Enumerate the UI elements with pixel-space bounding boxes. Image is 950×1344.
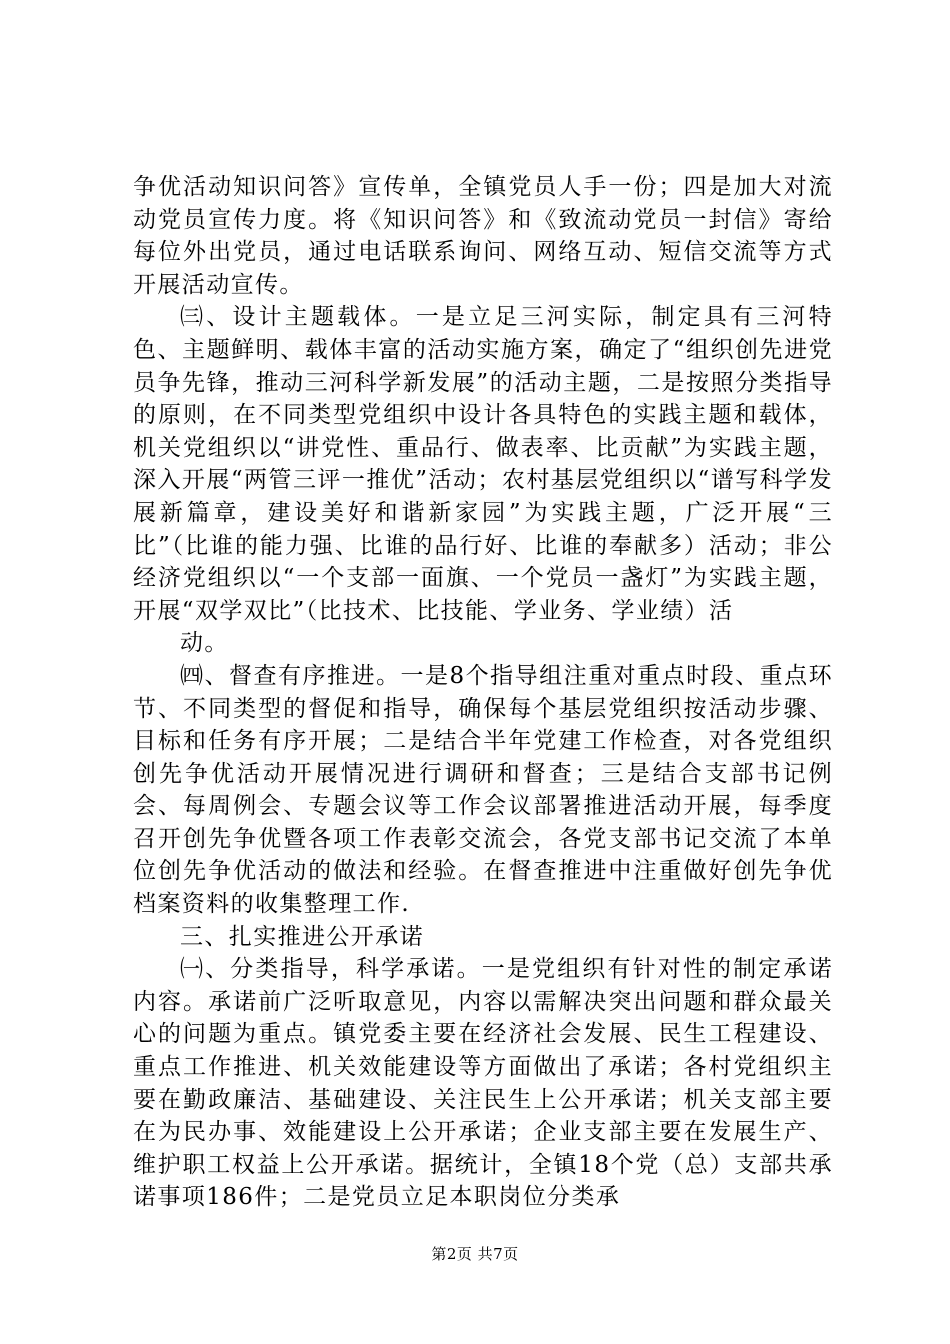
section-heading: 三、扎实推进公开承诺: [180, 923, 424, 950]
paragraph-3: 动。: [180, 630, 229, 657]
page-footer: 第2页 共7页: [431, 1245, 519, 1263]
document-body: [133, 171, 833, 1214]
paragraph-5: ㈠、分类指导，科学承诺。一是党组织有针对性的制定承诺内容。承诺前广泛听取意见，内容以需解决突出问题和群众最关心的问题为重点。镇党委主要在经济社会发展、民生工程建设、重点工作推进、机关效能建设等方面做出了承诺；各村党组织主要在勤政廉洁、基础建设、关注民生上公开承诺；机关支部主要在为民办事、效能建设上公开承诺；企业支部主要在发展生产、维护职工权益上公开承诺。据统计，全镇18个党（总）支部共承诺事项186件；二是党员立足本职岗位分类承: [133, 956, 833, 1211]
paragraph-1: 争优活动知识问答》宣传单，全镇党员人手一份；四是加大对流动党员宣传力度。将《知识问答》和《致流动党员一封信》寄给每位外出党员，通过电话联系询问、网络互动、短信交流等方式开展活动宣传。: [133, 174, 833, 298]
paragraph-4: ㈣、督查有序推进。一是8个指导组注重对重点时段、重点环节、不同类型的督促和指导，确保每个基层党组织按活动步骤、目标和任务有序开展；二是结合半年党建工作检查，对各党组织创先争优活动开展情况进行调研和督查；三是结合支部书记例会、每周例会、专题会议等工作会议部署推进活动开展，每季度召开创先争优暨各项工作表彰交流会，各党支部书记交流了本单位创先争优活动的做法和经验。在督查推进中注重做好创先争优档案资料的收集整理工作.: [133, 662, 833, 918]
paragraph-2: ㈢、设计主题载体。一是立足三河实际，制定具有三河特色、主题鲜明、载体丰富的活动实施方案，确定了“组织创先进党员争先锋，推动三河科学新发展”的活动主题，二是按照分类指导的原则，在不同类型党组织中设计各具特色的实践主题和载体，机关党组织以“讲党性、重品行、做表率、比贡献”为实践主题，深入开展“两管三评一推优”活动；农村基层党组织以“谱写科学发展新篇章，建设美好和谐新家园”为实践主题，广泛开展“三比”（比谁的能力强、比谁的品行好、比谁的奉献多）活动；非公经济党组织以“一个支部一面旗、一个党员一盏灯”为实践主题，开展“双学双比”（比技术、比技能、学业务、学业绩）活: [133, 304, 833, 624]
